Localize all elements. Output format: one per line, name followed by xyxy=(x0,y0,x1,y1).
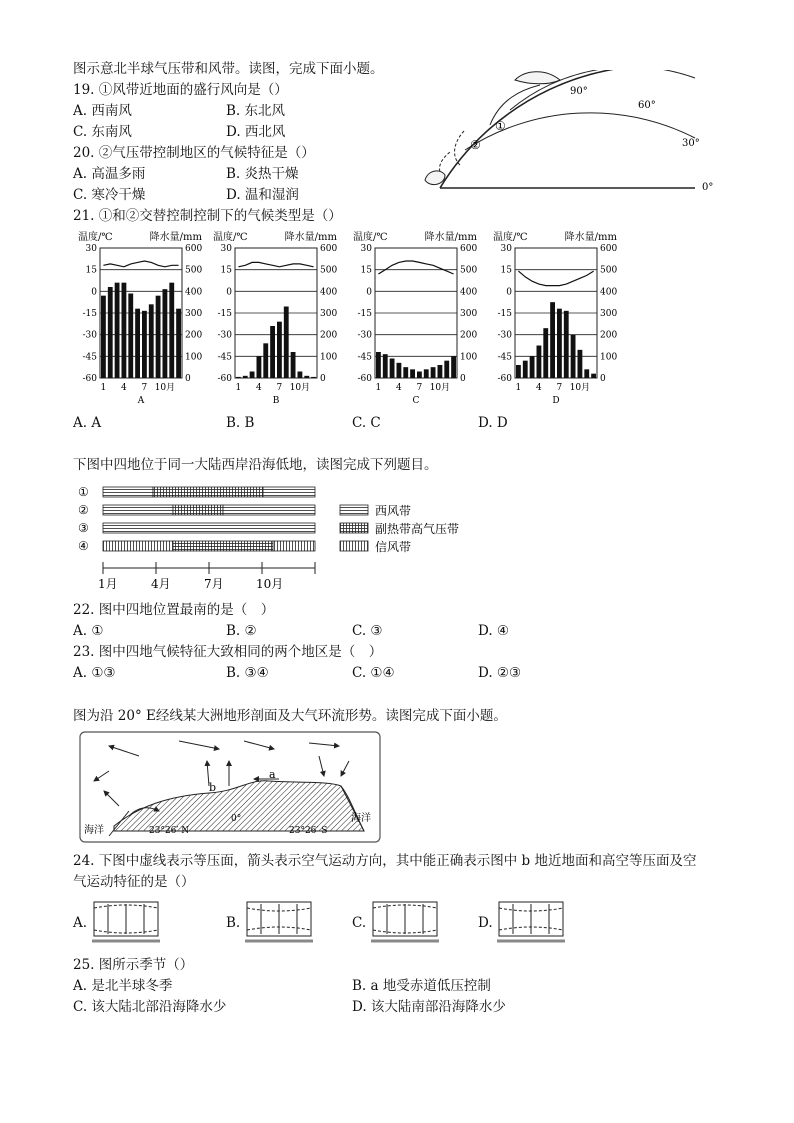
belt-row1-a xyxy=(103,487,153,497)
belt-bars-diagram xyxy=(78,482,498,597)
precip-bar xyxy=(257,356,262,378)
precip-tick-label: 0 xyxy=(185,374,191,384)
lat-zero-label: 0° xyxy=(231,814,242,824)
month-tick-label: 4 xyxy=(396,383,402,393)
climate-chart-A xyxy=(78,228,204,406)
q21-option-c[interactable]: C. C xyxy=(352,415,381,431)
globe-outline xyxy=(440,70,695,188)
chart-letter-label: D xyxy=(552,396,560,406)
precip-bar xyxy=(444,361,449,378)
point-a-label: a xyxy=(269,768,276,781)
month-tick-label: 1 xyxy=(100,383,107,393)
precip-axis-label: 降水量/mm xyxy=(149,232,202,243)
temp-tick-label: -45 xyxy=(357,352,372,363)
month-tick-label: 7 xyxy=(141,383,148,393)
precip-tick-label: 600 xyxy=(600,244,618,254)
temp-tick-label: -60 xyxy=(217,374,232,384)
temp-tick-label: -30 xyxy=(497,330,512,341)
point-b-label: b xyxy=(209,781,217,794)
precip-bar xyxy=(176,309,181,378)
month-tick-label: 4 xyxy=(121,383,127,393)
precip-tick-label: 400 xyxy=(185,287,203,298)
temp-tick-label: 30 xyxy=(500,244,512,254)
temp-tick-label: 15 xyxy=(85,265,97,276)
isobar-diagram-A xyxy=(90,898,162,944)
precip-tick-label: 100 xyxy=(320,352,338,363)
precip-tick-label: 500 xyxy=(320,265,338,276)
month-tick-label: 4 xyxy=(536,383,542,393)
belt-row1-b xyxy=(153,487,263,497)
precip-tick-label: 300 xyxy=(460,309,478,319)
precip-tick-label: 400 xyxy=(320,287,338,298)
q25-option-c[interactable]: C. 该大陆北部沿海降水少 xyxy=(73,999,227,1015)
isobar-diagram-D xyxy=(495,898,567,944)
temp-axis-label: 温度/℃ xyxy=(493,232,528,243)
intro-text-2: 下图中四地位于同一大陆西岸沿海低地，读图完成下列题目。 xyxy=(73,457,438,473)
precip-tick-label: 200 xyxy=(185,330,203,341)
belt-row4-a xyxy=(103,541,173,551)
precip-bar xyxy=(578,350,583,378)
precip-tick-label: 200 xyxy=(460,330,478,341)
precip-bar xyxy=(298,372,303,379)
precip-bar xyxy=(537,346,542,379)
precip-bar xyxy=(523,361,528,378)
month-tick-label: 7 xyxy=(416,383,423,393)
precip-bar xyxy=(431,367,436,378)
belt-row4-c xyxy=(273,541,315,551)
q19-option-d[interactable]: D. 西北风 xyxy=(226,124,286,140)
q24-stem-line1: 24. 下图中虚线表示等压面，箭头表示空气运动方向，其中能正确表示图中 b 地近地面和高空等压面及空 xyxy=(73,853,697,869)
precip-bar xyxy=(403,367,408,378)
legend-westerly: 西风带 xyxy=(375,504,412,518)
precip-tick-label: 300 xyxy=(600,309,618,319)
label-30: 30° xyxy=(682,138,700,149)
precip-bar xyxy=(516,365,521,378)
precip-tick-label: 600 xyxy=(460,244,478,254)
belt-row-label-3: ③ xyxy=(78,521,89,535)
q19-option-c[interactable]: C. 东南风 xyxy=(73,124,132,140)
q19-option-a[interactable]: A. 西南风 xyxy=(73,103,132,119)
chart-letter-label: A xyxy=(137,396,145,406)
month-tick-label: 4 xyxy=(256,383,262,393)
q23-option-c[interactable]: C. ①④ xyxy=(352,665,395,681)
chart-letter-label: C xyxy=(412,396,420,406)
legend-swatch-trade-wind xyxy=(340,541,368,551)
precip-bar xyxy=(591,374,596,378)
isobar-diagram-B xyxy=(243,898,315,944)
q23-stem: 23. 图中四地气候特征大致相同的两个地区是（ ） xyxy=(73,644,383,660)
precip-tick-label: 500 xyxy=(600,265,618,276)
month-tick-label: 7 xyxy=(276,383,283,393)
precip-tick-label: 300 xyxy=(320,309,338,319)
temp-tick-label: -15 xyxy=(497,309,512,319)
ocean-label-right: 海洋 xyxy=(351,813,371,824)
precip-tick-label: 600 xyxy=(185,244,203,254)
label-0: 0° xyxy=(702,182,714,193)
precip-tick-label: 200 xyxy=(320,330,338,341)
precip-tick-label: 500 xyxy=(460,265,478,276)
temp-tick-label: 15 xyxy=(500,265,512,276)
chart-letter-label: B xyxy=(272,396,280,406)
precip-bar xyxy=(557,309,562,378)
precip-tick-label: 200 xyxy=(600,330,618,341)
precip-bar xyxy=(390,359,395,379)
pressure-belt-diagram xyxy=(420,70,720,195)
q20-stem: 20. ②气压带控制地区的气候特征是（） xyxy=(73,145,315,161)
precip-bar xyxy=(149,304,154,378)
temp-tick-label: 30 xyxy=(360,244,372,254)
temp-tick-label: -45 xyxy=(217,352,232,363)
belt-marker-2: ② xyxy=(470,138,481,152)
q21-option-b[interactable]: B. B xyxy=(226,415,255,431)
temp-tick-label: 15 xyxy=(360,265,372,276)
precip-bar xyxy=(108,287,113,378)
precip-bar xyxy=(543,328,548,378)
temp-tick-label: 0 xyxy=(91,287,97,298)
temp-tick-label: 15 xyxy=(220,265,232,276)
precip-bar xyxy=(376,352,381,378)
temp-tick-label: -30 xyxy=(357,330,372,341)
q25-option-a[interactable]: A. 是北半球冬季 xyxy=(73,978,173,994)
precip-tick-label: 600 xyxy=(320,244,338,254)
ocean-label-left: 海洋 xyxy=(84,825,104,836)
q25-stem: 25. 图所示季节（） xyxy=(73,957,194,973)
temp-tick-label: 30 xyxy=(85,244,97,254)
precip-tick-label: 100 xyxy=(185,352,203,363)
precip-bar xyxy=(584,369,589,378)
climate-chart-B xyxy=(213,228,339,406)
month-tick-label: 10月 xyxy=(429,383,451,393)
precip-bar xyxy=(291,352,296,378)
precip-bar xyxy=(128,294,133,379)
q24-option-d[interactable]: D. xyxy=(478,915,493,931)
precip-bar xyxy=(142,311,147,378)
month-label-1: 1月 xyxy=(98,577,118,591)
temp-axis-label: 温度/℃ xyxy=(213,232,248,243)
intro-text-1: 图示意北半球气压带和风带。读图，完成下面小题。 xyxy=(73,61,384,77)
legend-subtropical-high: 副热带高气压带 xyxy=(375,522,460,536)
precip-bar xyxy=(311,377,316,378)
temperature-line xyxy=(518,271,593,286)
temp-tick-label: -45 xyxy=(82,352,97,363)
q22-option-b[interactable]: B. ② xyxy=(226,623,257,639)
terrain-profile-diagram xyxy=(79,731,381,843)
q23-option-d[interactable]: D. ②③ xyxy=(478,665,522,681)
month-tick-label: 1 xyxy=(515,383,522,393)
belt-row2-c xyxy=(223,505,315,515)
label-60: 60° xyxy=(638,100,656,111)
isobar-diagram-C xyxy=(369,898,441,944)
precip-tick-label: 500 xyxy=(185,265,203,276)
temp-tick-label: -60 xyxy=(497,374,512,384)
q21-stem: 21. ①和②交替控制控制下的气候类型是（） xyxy=(73,208,342,224)
q20-option-b[interactable]: B. 炎热干燥 xyxy=(226,166,299,182)
precip-bar xyxy=(284,307,289,379)
q24-option-a[interactable]: A. xyxy=(73,915,88,931)
month-tick-label: 10月 xyxy=(289,383,311,393)
precip-tick-label: 400 xyxy=(460,287,478,298)
precip-axis-label: 降水量/mm xyxy=(284,232,337,243)
q21-option-a[interactable]: A. A xyxy=(73,415,102,431)
q24-stem-line2: 气运动特征的是（） xyxy=(73,874,195,890)
precip-bar xyxy=(243,376,248,378)
legend-swatch-subtropical-high xyxy=(340,523,368,533)
precip-tick-label: 0 xyxy=(600,374,606,384)
temp-tick-label: -60 xyxy=(82,374,97,384)
belt-row-label-1: ① xyxy=(78,485,89,499)
precip-tick-label: 0 xyxy=(320,374,326,384)
precip-bar xyxy=(564,311,569,378)
q23-option-a[interactable]: A. ①③ xyxy=(73,665,116,681)
q21-option-d[interactable]: D. D xyxy=(478,415,508,431)
month-label-7: 7月 xyxy=(204,577,224,591)
temp-tick-label: -15 xyxy=(217,309,232,319)
lat-north-label: 23°26′ N xyxy=(149,826,190,836)
belt-row2-b xyxy=(173,505,223,515)
temp-tick-label: -45 xyxy=(497,352,512,363)
precip-bar xyxy=(417,372,422,379)
precip-bar xyxy=(135,309,140,378)
temp-tick-label: -15 xyxy=(82,309,97,319)
precip-bar xyxy=(277,322,282,378)
belt-row1-c xyxy=(263,487,315,497)
temp-tick-label: 0 xyxy=(366,287,372,298)
q20-option-a[interactable]: A. 高温多雨 xyxy=(73,166,146,182)
label-90: 90° xyxy=(570,86,588,97)
q23-option-b[interactable]: B. ③④ xyxy=(226,665,269,681)
q22-option-a[interactable]: A. ① xyxy=(73,623,104,639)
precip-bar xyxy=(397,363,402,378)
precip-bar xyxy=(122,283,127,378)
temperature-line xyxy=(378,261,453,274)
temp-tick-label: -30 xyxy=(217,330,232,341)
q24-option-b[interactable]: B. xyxy=(226,915,241,931)
polar-cloud-icon xyxy=(515,72,560,84)
month-tick-label: 1 xyxy=(235,383,242,393)
temperature-line xyxy=(238,262,313,266)
belt-row2-a xyxy=(103,505,173,515)
q22-option-c[interactable]: C. ③ xyxy=(352,623,383,639)
intro-text-3: 图为沿 20° E经线某大洲地形剖面及大气环流形势。读图完成下面小题。 xyxy=(73,708,507,724)
temp-axis-label: 温度/℃ xyxy=(78,232,113,243)
precip-bar xyxy=(410,369,415,378)
temperature-line xyxy=(103,261,178,267)
precip-bar xyxy=(550,302,555,378)
precip-bar xyxy=(424,369,429,378)
temp-tick-label: -30 xyxy=(82,330,97,341)
legend-trade-wind: 信风带 xyxy=(375,540,412,554)
month-label-4: 4月 xyxy=(151,577,171,591)
precip-tick-label: 400 xyxy=(600,287,618,298)
precip-bar xyxy=(101,296,106,378)
lat-south-label: 23°26′ S xyxy=(289,826,328,836)
precip-bar xyxy=(169,283,174,378)
precip-bar xyxy=(438,365,443,378)
q22-stem: 22. 图中四地位置最南的是（ ） xyxy=(73,602,275,618)
q19-stem: 19. ①风带近地面的盛行风向是（） xyxy=(73,82,288,98)
precip-bar xyxy=(115,283,120,378)
precip-bar xyxy=(236,377,241,378)
climate-chart-D xyxy=(493,228,619,406)
precip-axis-label: 降水量/mm xyxy=(564,232,617,243)
belt-row-label-2: ② xyxy=(78,503,89,517)
precip-bar xyxy=(571,335,576,378)
precip-bar xyxy=(156,296,161,378)
equator-cloud-icon xyxy=(425,171,445,185)
precip-bar xyxy=(304,376,309,378)
temp-axis-label: 温度/℃ xyxy=(353,232,388,243)
q19-option-b[interactable]: B. 东北风 xyxy=(226,103,286,119)
q25-option-d[interactable]: D. 该大陆南部沿海降水少 xyxy=(352,999,506,1015)
precip-bar xyxy=(383,354,388,378)
temp-tick-label: 0 xyxy=(226,287,232,298)
legend-swatch-westerly xyxy=(340,505,368,515)
month-tick-label: 1 xyxy=(375,383,382,393)
precip-tick-label: 100 xyxy=(460,352,478,363)
q25-option-b[interactable]: B. a 地受赤道低压控制 xyxy=(352,978,491,994)
precip-tick-label: 300 xyxy=(185,309,203,319)
precip-bar xyxy=(451,356,456,378)
month-tick-label: 7 xyxy=(556,383,563,393)
temp-tick-label: 30 xyxy=(220,244,232,254)
precip-axis-label: 降水量/mm xyxy=(424,232,477,243)
precip-bar xyxy=(530,356,535,378)
q22-option-d[interactable]: D. ④ xyxy=(478,623,510,639)
belt-row3 xyxy=(103,523,315,533)
precip-tick-label: 100 xyxy=(600,352,618,363)
belt-row-label-4: ④ xyxy=(78,539,89,553)
precip-bar xyxy=(250,372,255,379)
belt-marker-1: ① xyxy=(495,119,506,133)
month-tick-label: 10月 xyxy=(569,383,591,393)
q24-option-c[interactable]: C. xyxy=(352,915,367,931)
precip-bar xyxy=(163,289,168,378)
temp-tick-label: 0 xyxy=(506,287,512,298)
temp-tick-label: -60 xyxy=(357,374,372,384)
precip-bar xyxy=(263,343,268,378)
precip-bar xyxy=(270,326,275,378)
month-tick-label: 10月 xyxy=(154,383,176,393)
belt-row4-b xyxy=(173,541,273,551)
q20-option-d[interactable]: D. 温和湿润 xyxy=(226,187,299,203)
climate-chart-C xyxy=(353,228,479,406)
temp-tick-label: -15 xyxy=(357,309,372,319)
month-label-10: 10月 xyxy=(256,577,284,591)
q20-option-c[interactable]: C. 寒冷干燥 xyxy=(73,187,146,203)
precip-tick-label: 0 xyxy=(460,374,466,384)
